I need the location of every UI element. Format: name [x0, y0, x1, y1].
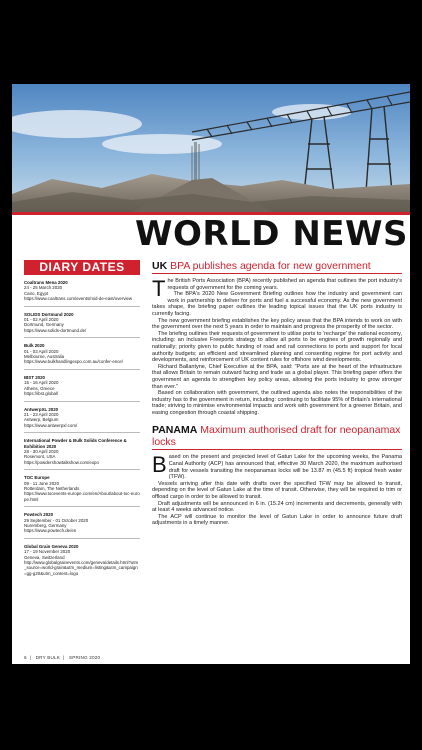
event-dates: 01 - 02 April 2020	[24, 317, 59, 323]
article-body	[152, 278, 402, 416]
paragraph: Vessels arriving after this date with drafts over the specified TFW may be allowed to transit, depending on the level of Gatun Lake at the time of transit. Otherwise, they will be required to trim or offload cargo in order to be allowed to transit.	[152, 480, 402, 501]
event-dates: 29 September - 01 October 2020	[24, 517, 89, 523]
diary-event	[24, 544, 140, 576]
event-url[interactable]: https://www.antwerpxl.com/	[24, 422, 78, 428]
event-location: Cairo, Egypt	[24, 290, 49, 296]
article-title: BPA publishes agenda for new government	[170, 260, 371, 272]
event-name: International Powder & Bulk Solids Conference & Exhibition 2020	[24, 438, 127, 449]
event-name: IBST 2020	[24, 374, 45, 380]
drop-cap: T	[152, 276, 166, 301]
article-body	[152, 454, 402, 527]
event-dates: 24 - 25 March 2020	[24, 285, 63, 291]
event-url[interactable]: https://ibst.global/	[24, 391, 59, 397]
diary-event	[24, 280, 140, 307]
event-name: Bulk 2020	[24, 343, 45, 349]
event-url[interactable]: https://www.coaltrans.com/events/mid-de-east/overview	[24, 296, 133, 302]
headline-rule	[152, 273, 402, 274]
section-title: WORLD NEWS	[135, 214, 408, 254]
paragraph: The ACP will continue to monitor the level of Gatun Lake in order to announce future draft adjustments in a timely manner.	[152, 513, 402, 527]
event-dates: 15 - 16 April 2020	[24, 380, 59, 386]
event-name: Global Grain Geneva 2020	[24, 543, 79, 549]
event-name: TOC Europe	[24, 475, 50, 481]
page-footer: 6 | DRY BULK | SPRING 2020	[24, 655, 101, 660]
divider	[24, 306, 140, 307]
issue-label: SPRING 2020	[68, 655, 101, 660]
diary-event	[24, 375, 140, 402]
article-headline	[152, 260, 402, 272]
event-url[interactable]: https://www.powtech.de/en	[24, 528, 77, 534]
paragraph: Draft adjustments will be announced in 6 in. (15.24 cm) increments and decrements, generally with at least 4 weeks advanced notice.	[152, 500, 402, 514]
event-url[interactable]: https://powdershowtalkshow.com/expo	[24, 459, 99, 465]
article-country: PANAMA	[152, 424, 198, 437]
paragraph: The BPA's 2020 New Government Briefing outlines how the industry and government can work in partnership to deliver for ports and fuel a successful economy. As the new government takes shape, the briefing paper outlines the leading topical issues that the UK ports industry is currently facing.	[152, 291, 402, 317]
page-number: 6	[24, 655, 27, 660]
event-location: Rotterdam, The Netherlands	[24, 485, 80, 491]
divider	[24, 337, 140, 338]
diary-header: DIARY DATES	[24, 260, 140, 275]
event-location: Nuremberg, Germany	[24, 523, 67, 528]
diary-event	[24, 407, 140, 434]
diary-event	[24, 343, 140, 370]
divider	[24, 506, 140, 507]
event-name: AntwerpXL 2020	[24, 406, 59, 412]
event-location: Athens, Greece	[24, 385, 55, 391]
event-location: Melbourne, Australia	[24, 354, 65, 360]
divider	[24, 369, 140, 370]
event-location: Rosemont, USA	[24, 454, 56, 460]
divider	[24, 401, 140, 402]
event-location: Geneva, Switzerland	[24, 554, 65, 560]
magazine-name: DRY BULK	[35, 655, 61, 660]
event-url[interactable]: https://www.bulkhandlingexpo.com.au/confer-ence/	[24, 359, 124, 365]
event-dates: 09 - 11 June 2020	[24, 480, 60, 486]
paragraph: Richard Ballantyne, Chief Executive at the BPA, said: "Ports are at the heart of the infrastructure that allows Britain to remain outward facing and trade as a global player. This briefing paper offers the government an agenda to strengthen key policy areas, allowing the ports industry to grow stronger than ever."	[152, 363, 402, 390]
hero-photo	[12, 84, 410, 212]
divider	[24, 432, 140, 433]
article-panama	[152, 424, 402, 527]
event-dates: 28 - 30 April 2020	[24, 448, 59, 454]
drop-cap: B	[152, 452, 167, 478]
article-uk	[152, 260, 402, 416]
paragraph: Based on collaboration with government, the outlined agenda also notes the responsibilities of the industry has to the government in return, including: continuing to facilitate 95% of Britain's international trade; striving to minimise environmental impacts and work with government for a greener Britain, and easing congestion through coastal shipping.	[152, 390, 402, 416]
event-url[interactable]: http://www.globalgrainevents.com/geneva/details.html?utm_source=world-grain&utm_medium=listing&utm_campaign=gg-g20&utm_content=logo	[24, 560, 139, 576]
paragraph: The new government briefing establishes the key policy areas that the BPA intends to work on with the government over the next 5 years in order to maintain and progress the prosperity of the sector.	[152, 317, 402, 331]
divider	[24, 469, 140, 470]
paragraph: ased on the present and projected level of Gatun Lake for the upcoming weeks, the Panama Canal Authority (ACP) has announced that, effective 30 March 2020, the maximum authorised draft for vessels transiting the neopanamax locks will be 13.87 m (45.5 ft) tropical fresh water (TFW).	[168, 454, 402, 481]
magazine-page	[12, 84, 410, 664]
headline-rule	[152, 449, 402, 450]
diary-event	[24, 438, 140, 470]
event-name: Powtech 2020	[24, 512, 54, 518]
event-location: Antwerp, Belgium	[24, 417, 59, 423]
article-headline	[152, 424, 402, 448]
articles-column	[152, 260, 402, 527]
event-dates: 21 - 23 April 2020	[24, 411, 59, 417]
event-url[interactable]: https://www.tocevents-europe.com/en/About/about-toc-europe.html	[24, 491, 140, 502]
divider	[24, 538, 140, 539]
event-dates: 01 - 03 April 2020	[24, 348, 59, 354]
diary-event	[24, 512, 140, 539]
event-dates: 17 - 19 November 2020	[24, 549, 71, 555]
article-title: Maximum authorised draft for neopanamax locks	[152, 424, 401, 449]
paragraph: he British Ports Association (BPA) recently published an agenda that outlines the port industry's requests of government for the coming years.	[167, 278, 402, 291]
event-url[interactable]: https://www.solids-dortmund.de/	[24, 327, 87, 333]
diary-event	[24, 312, 140, 339]
paragraph: The briefing outlines their requests of government to utilise ports to 'recharge' the national economy, including: an inclusive Freeports strategy to allow all ports to be engines of growth regionally and nationally; priority given to public funding of road and rail connections to ports and support for local authority budgets; an efficient and streamlined planning and consenting regime for port activity and developments, and reinforcement of UK content rules for offshore wind developments.	[152, 330, 402, 364]
diary-sidebar	[24, 260, 140, 576]
event-name: Coaltrans Mena 2020	[24, 280, 68, 285]
event-location: Dortmund, Germany	[24, 322, 64, 328]
event-name: SOLIDS Dortmund 2020	[24, 311, 74, 317]
diary-event	[24, 475, 140, 507]
article-country: UK	[152, 260, 168, 272]
conveyor-stockpile-photo	[12, 84, 410, 212]
